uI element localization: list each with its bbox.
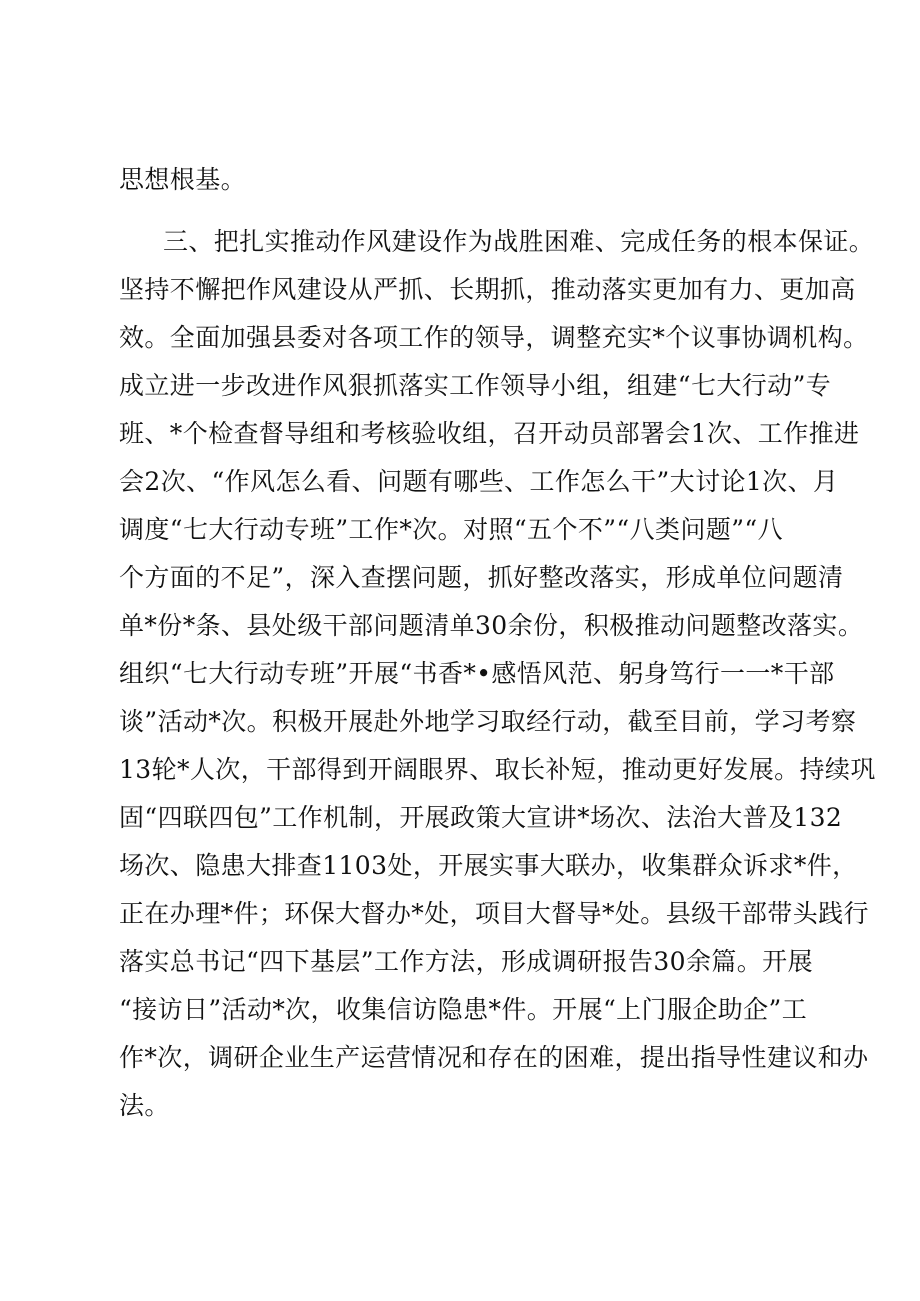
text-line: 调度“七大行动专班”工作*次。对照“五个不”“八类问题”“八 — [119, 515, 783, 544]
text-line: 谈”活动*次。积极开展赴外地学习取经行动，截至目前，学习考察 — [119, 707, 857, 736]
text-line: 正在办理*件；环保大督办*处，项目大督导*处。县级干部带头践行 — [119, 899, 869, 928]
text-line: “接访日”活动*次，收集信访隐患*件。开展“上门服企助企”工 — [119, 995, 808, 1024]
text-line: 法。 — [119, 1091, 170, 1120]
text-line: 落实总书记“四下基层”工作方法，形成调研报告30余篇。开展 — [119, 947, 813, 976]
text-line: 思想根基。 — [119, 165, 247, 194]
text-line: 成立进一步改进作风狠抓落实工作领导小组，组建“七大行动”专 — [119, 371, 832, 400]
text-line: 组织“七大行动专班”开展“书香*•感悟风范、躬身笃行一一*干部 — [119, 659, 835, 688]
text-line: 坚持不懈把作风建设从严抓、长期抓，推动落实更加有力、更加高 — [119, 275, 856, 304]
text-line: 效。全面加强县委对各项工作的领导，调整充实*个议事协调机构。 — [119, 323, 869, 352]
text-line: 作*次，调研企业生产运营情况和存在的困难，提出指导性建议和办 — [119, 1043, 869, 1072]
section-heading: 三、把扎实推动作风建设作为战胜困难、完成任务的根本保证。 — [163, 227, 875, 256]
text-line: 13轮*人次，干部得到开阔眼界、取长补短，推动更好发展。持续巩 — [119, 755, 876, 784]
text-line: 会2次、“作风怎么看、问题有哪些、工作怎么干”大讨论1次、月 — [119, 467, 839, 496]
text-line: 个方面的不足”，深入查摆问题，抓好整改落实，形成单位问题清 — [119, 563, 844, 592]
text-line: 单*份*条、县处级干部问题清单30余份，积极推动问题整改落实。 — [119, 611, 864, 640]
text-line: 班、*个检查督导组和考核验收组，召开动员部署会1次、工作推进 — [119, 419, 860, 448]
text-line: 场次、隐患大排查1103处，开展实事大联办，收集群众诉求*件， — [119, 851, 858, 880]
text-line: 固“四联四包”工作机制，开展政策大宣讲*场次、法治大普及132 — [119, 803, 843, 832]
